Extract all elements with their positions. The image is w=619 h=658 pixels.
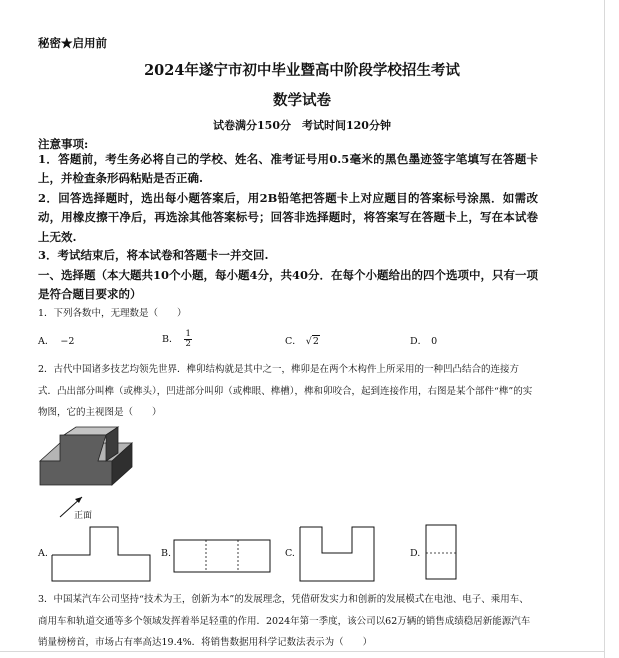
q1-option-c: C． √2 (285, 336, 319, 347)
q2-option-d-label: D. (410, 548, 421, 559)
secret-label: 秘密★启用前 (38, 36, 107, 50)
q2-option-c-label: C. (285, 548, 295, 559)
q2-option-d-figure (426, 525, 476, 585)
section-heading: 一、选择题（本大题共10个小题，每小题4分，共40分．在每个小题给出的四个选项中，只有一项是符合题目要求的） (38, 268, 539, 301)
note-item: 1．答题前，考生务必将自己的学校、姓名、准考证号用0.5毫米的黑色墨迹签字笔填写在答题卡上，并检查条形码粘贴是否正确. (38, 152, 538, 186)
question-1-stem: 1．下列各数中，无理数是（ ） (38, 308, 187, 319)
note-item: 2．回答选择题时，选出每小题答案后，用2B铅笔把答题卡上对应题目的答案标号涂黑．如需改动，用橡皮擦干净后，再选涂其他答案标号；回答非选择题时，将答案写在答题卡上，写在本试卷上无效. (38, 191, 538, 244)
page-edge (604, 0, 605, 658)
question-3-stem: 3．中国某汽车公司坚持“技术为王，创新为本”的发展理念，凭借研发实力和创新的发展模式在电池、电子、乘用车、商用车和轨道交通等多个领域发挥着举足轻重的作用．2024年第一季度，该公司以62万辆的销售成绩稳居新能源汽车销量榜榜首，市场占有率高达19.4%．将销售数据用科学记数法表示为（ ） (38, 594, 531, 648)
q2-option-b-figure (174, 540, 274, 580)
question-2-stem: 2．古代中国诸多技艺均领先世界．榫卯结构就是其中之一，榫卯是在两个木构件上所采用的一种凹凸结合的连接方式．凸出部分叫榫（或榫头），凹进部分叫卯（或榫眼、榫槽），榫和卯咬合，起到连接作用，右图是某个部件“榫”的实物图，它的主视图是（ ） (38, 364, 533, 418)
exam-title: 2024年遂宁市初中毕业暨高中阶段学校招生考试 (144, 62, 460, 79)
q1-option-d: D． 0 (410, 336, 438, 347)
sqrt-icon: √ (305, 336, 312, 347)
score-time-line: 试卷满分150分 考试时间120分钟 (213, 119, 391, 132)
note-item: 3．考试结束后，将本试卷和答题卡一并交回. (38, 248, 269, 262)
q1-option-a: A． −2 (38, 336, 75, 347)
q2-option-c-figure (300, 525, 390, 585)
q2-option-b-label: B. (161, 548, 172, 559)
fraction: $\frac{1}{2}$ (185, 329, 191, 349)
q1-option-b: B． $\frac{1}{2}$ (162, 329, 191, 349)
q2-option-a-figure (52, 525, 152, 585)
front-view-label: 正面 (74, 511, 93, 521)
notes-heading: 注意事项: (38, 137, 89, 151)
subject-title: 数学试卷 (273, 92, 331, 109)
tenon-figure (38, 427, 148, 527)
q2-option-a-label: A. (38, 548, 48, 559)
